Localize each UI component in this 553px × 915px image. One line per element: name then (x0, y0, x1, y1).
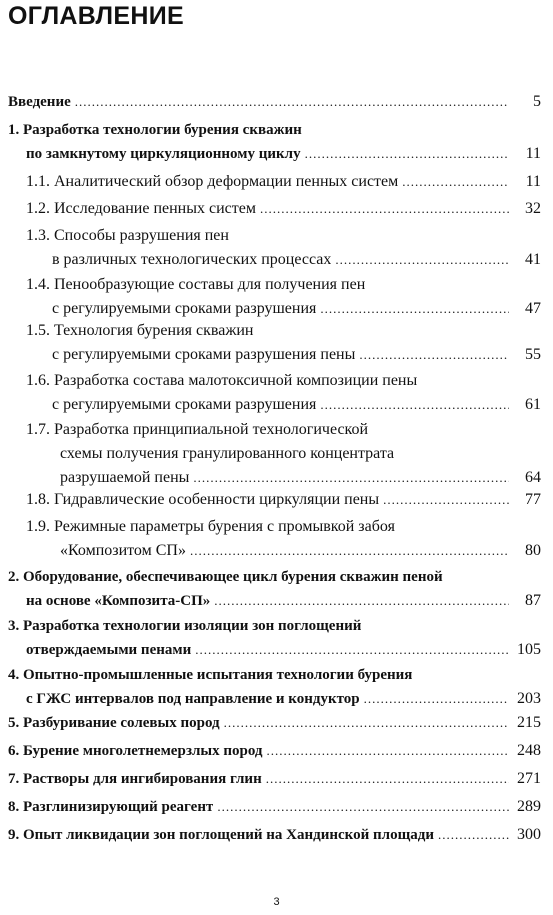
toc-entry-title: 9. Опыт ликвидации зон поглощений на Хандинской площади (8, 827, 434, 843)
dot-leader (359, 343, 509, 367)
toc-page-number: 80 (525, 542, 541, 559)
dot-leader (320, 297, 509, 321)
dot-leader (217, 795, 509, 819)
dot-leader (402, 170, 509, 194)
toc-entry-title: 7. Растворы для ингибирования глин (8, 771, 262, 787)
toc-entry (0, 90, 553, 114)
toc-page-number: 64 (525, 469, 541, 486)
toc-entry-title: 4. Опытно-промышленные испытания технологии бурения (8, 667, 413, 683)
toc-entry-title: 1.8. Гидравлические особенности циркуляции пены (26, 491, 380, 508)
toc-page-number: 55 (525, 346, 541, 363)
toc-page-number: 300 (517, 826, 541, 843)
toc-page-number: 5 (533, 93, 541, 110)
toc-entry-title: Введение (8, 94, 71, 110)
toc-entry (0, 170, 553, 194)
toc-entry (0, 614, 553, 662)
toc-entry-title: 1.3. Способы разрушения пен (26, 227, 229, 244)
toc-entry-title: 3. Разработка технологии изоляции зон поглощений (8, 618, 362, 634)
toc-page-number: 32 (525, 200, 541, 217)
toc-page-number: 61 (525, 396, 541, 413)
toc-page-number: 105 (517, 641, 541, 658)
toc-entry-title: с регулируемыми сроками разрушения (52, 396, 317, 413)
toc-entry (0, 823, 553, 847)
toc-entry (0, 711, 553, 735)
toc-entry (0, 795, 553, 819)
toc-entry-title: 6. Бурение многолетнемерзлых пород (8, 743, 263, 759)
dot-leader (193, 466, 509, 490)
toc-entry (0, 488, 553, 512)
toc-entry (0, 197, 553, 221)
toc-entry-title: 1.5. Технология бурения скважин (26, 322, 254, 339)
toc-entry (0, 369, 553, 417)
dot-leader (383, 488, 509, 512)
toc-entry-title: на основе «Композита-СП» (26, 593, 211, 609)
toc-page-number: 87 (525, 592, 541, 609)
toc-page-number: 289 (517, 798, 541, 815)
toc-page-number: 47 (525, 300, 541, 317)
toc-entry-title: с регулируемыми сроками разрушения (52, 300, 317, 317)
toc-page-number: 248 (517, 742, 541, 759)
dot-leader (438, 823, 509, 847)
dot-leader (260, 197, 509, 221)
toc-entry (0, 739, 553, 763)
toc-entry-title: 1.6. Разработка состава малотоксичной композиции пены (26, 372, 418, 389)
toc-entry (0, 418, 553, 490)
toc-entry-title: 2. Оборудование, обеспечивающее цикл бурения скважин пеной (8, 569, 443, 585)
dot-leader (305, 142, 509, 166)
dot-leader (267, 739, 509, 763)
toc-entry-title: «Композитом СП» (60, 542, 186, 559)
toc-entry (0, 767, 553, 791)
toc-entry-title: схемы получения гранулированного концентрата (60, 445, 395, 462)
toc-page-number: 41 (525, 251, 541, 268)
toc-entry (0, 224, 553, 272)
dot-leader (75, 90, 509, 114)
toc-entry-title: 8. Разглинизирующий реагент (8, 799, 214, 815)
toc-entry (0, 118, 553, 166)
page-number: 3 (273, 896, 280, 908)
toc-entry-title: с регулируемыми сроками разрушения пены (52, 346, 356, 363)
toc-page-number: 203 (517, 690, 541, 707)
toc-entry-title: 1. Разработка технологии бурения скважин (8, 122, 302, 138)
toc-entry-title: отверждаемыми пенами (26, 642, 192, 658)
dot-leader (190, 539, 509, 563)
toc-heading: ОГЛАВЛЕНИЕ (8, 2, 184, 30)
toc-entry-title: с ГЖС интервалов под направление и кондуктор (26, 691, 360, 707)
toc-entry-title: в различных технологических процессах (52, 251, 332, 268)
toc-entry-title: 1.1. Аналитический обзор деформации пенных систем (26, 173, 399, 190)
dot-leader (224, 711, 509, 735)
dot-leader (335, 248, 509, 272)
toc-entry-title: 1.7. Разработка принципиальной технологической (26, 421, 369, 438)
toc-entry-title: 1.2. Исследование пенных систем (26, 200, 256, 217)
toc-page-number: 11 (525, 173, 541, 190)
toc-entry (0, 273, 553, 321)
dot-leader (214, 589, 509, 613)
dot-leader (320, 393, 509, 417)
toc-entry-title: разрушаемой пены (60, 469, 190, 486)
toc-entry (0, 515, 553, 563)
dot-leader (364, 687, 509, 711)
toc-entry-title: 1.9. Режимные параметры бурения с промывкой забоя (26, 518, 395, 535)
toc-entry (0, 319, 553, 367)
toc-page-number: 271 (517, 770, 541, 787)
toc-page-number: 77 (525, 491, 541, 508)
toc-entry-title: 1.4. Пенообразующие составы для получения пен (26, 276, 366, 293)
toc-entry-title: 5. Разбуривание солевых пород (8, 715, 220, 731)
dot-leader (195, 638, 509, 662)
toc-entry-title: по замкнутому циркуляционному циклу (26, 146, 301, 162)
toc-page-number: 11 (525, 145, 541, 162)
toc-entry (0, 663, 553, 711)
toc-page-number: 215 (517, 714, 541, 731)
toc-entry (0, 565, 553, 613)
dot-leader (266, 767, 509, 791)
